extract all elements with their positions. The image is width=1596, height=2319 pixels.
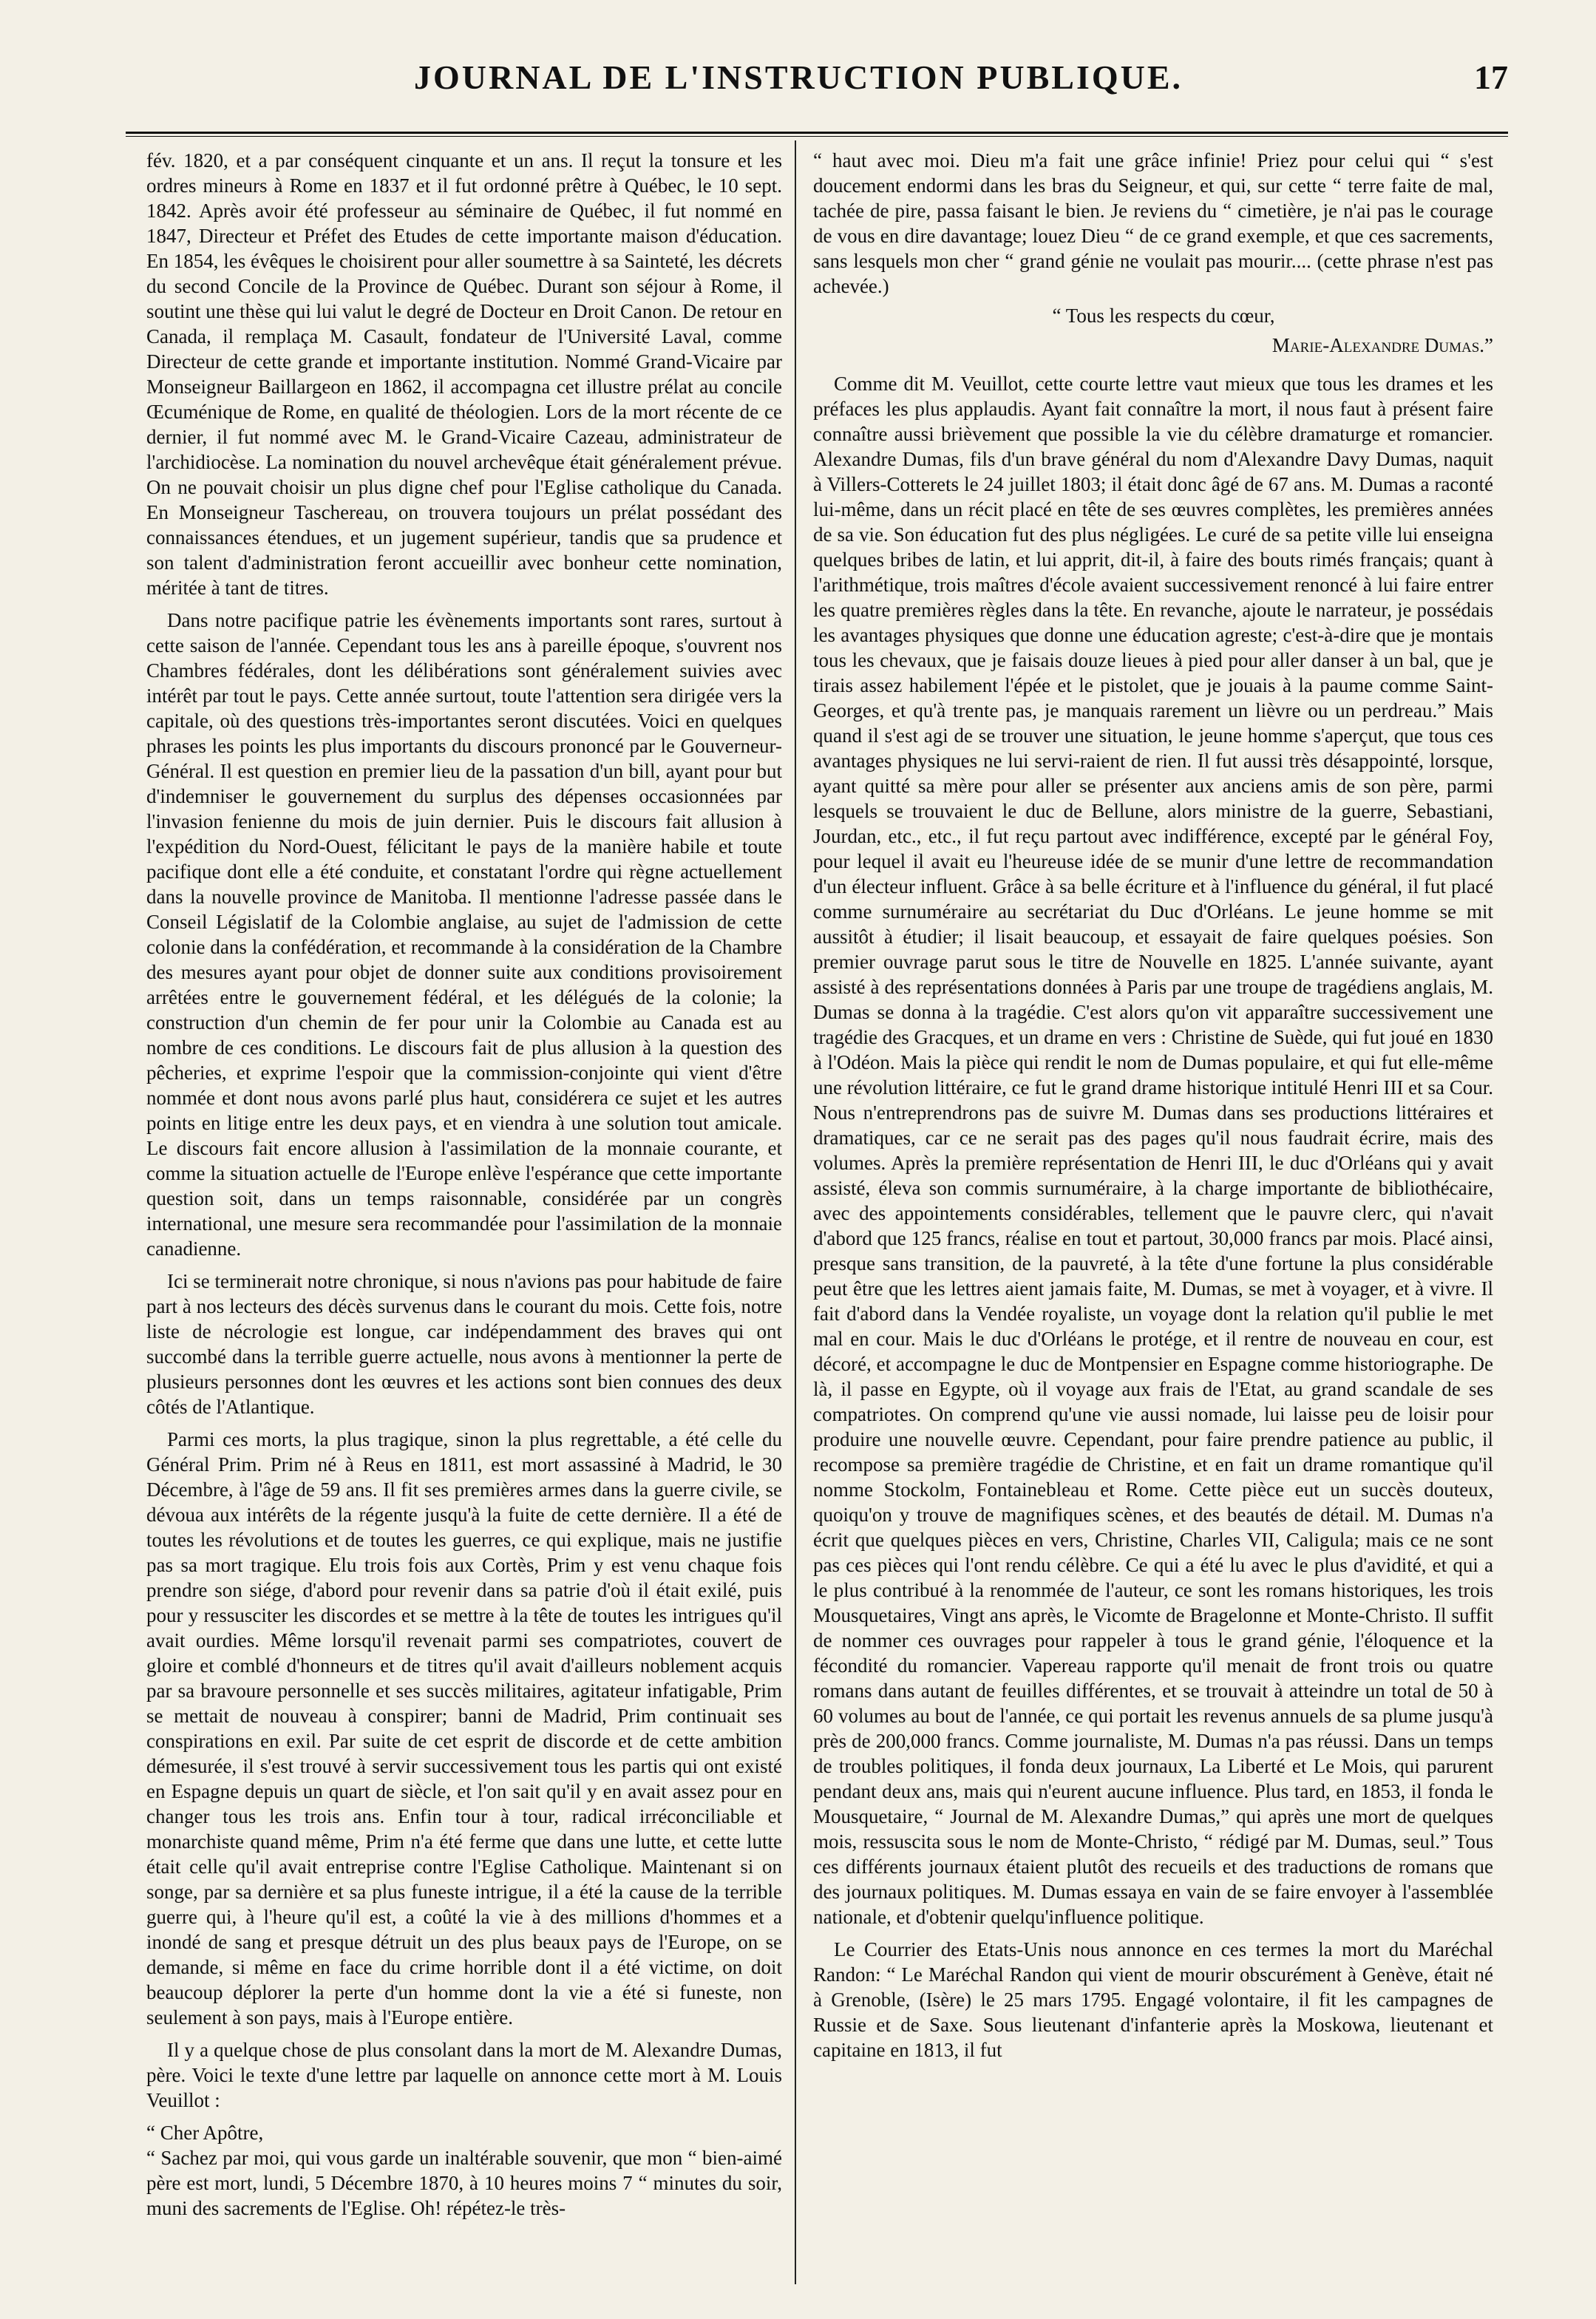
journal-title: JOURNAL DE L'INSTRUCTION PUBLIQUE. bbox=[413, 58, 1184, 96]
letter-closing: “ Tous les respects du cœur, bbox=[1052, 305, 1275, 327]
header-rule-thin bbox=[126, 136, 1508, 137]
paragraph-prim: Parmi ces morts, la plus tragique, sinon la plus regrettable, a été celle du Général Prim. Prim né à Reus en 1811, est mort assassiné à Madrid, le 30 Décembre, à l'âge de 59 ans. Il fit ses premières armes dans la guerre civile, se dévoua aux intérêts de la régente jusqu'à la fuite de cette dernière. Il a été de toutes les révolutions et de toutes les guerres, ce qui explique, mais ne justifie pas sa mort tragique. Elu trois fois aux Cortès, Prim y est venu chaque fois prendre son siége, d'abord pour revenir dans sa patrie d'où il était exilé, puis pour y ressusciter les discordes et se mettre à la tête de toutes les intrigues qu'il avait ourdies. Même lorsqu'il revenait parmi ses compatriotes, couvert de gloire et comblé d'honneurs et de titres qu'il avait d'ailleurs noblement acquis par sa bravoure personnelle et ses succès militaires, agitateur infatigable, Prim se mettait de nouveau à conspirer; banni de Madrid, Prim continuait ses conspirations en exil. Par suite de cet esprit de discorde et de cette ambition démesurée, il s'est trouvé à servir successivement tous les partis qui ont existé en Espagne depuis un quart de siècle, et l'on sait qu'il y en avait assez pour en changer tous les trois ans. Enfin tour à tour, radical irréconciliable et monarchiste quand même, Prim n'a été ferme que dans une lutte, et cette lutte était celle qu'il avait entreprise contre l'Eglise Catholique. Maintenant si on songe, par sa dernière et sa plus funeste intrigue, il a été la cause de la terrible guerre qui, à l'heure qu'il est, a coûté la vie à des millions d'hommes et a inondé de sang et presque détruit un des plus beaux pays de l'Europe, on se demande, si même en face du crime horrible dont il a été victime, on doit beaucoup déplorer la perte d'un homme dont la vie a été si funeste, non seulement à son pays, mais à l'Europe entière. bbox=[146, 1428, 782, 2028]
paragraph-taschereau: fév. 1820, et a par conséquent cinquante et un ans. Il reçut la tonsure et les ordres mineurs à Rome en 1837 et il fut ordonné prêtre à Québec, le 10 sept. 1842. Après avoir été professeur au séminaire de Québec, il fut nommé en 1847, Directeur et Préfet des Etudes de cette importante maison d'éducation. En 1854, les évêques le choisirent pour aller soumettre à sa Sainteté, les décrets du second Concile de la Province de Québec. Durant son séjour à Rome, il soutint une thèse qui lui valut le degré de Docteur en Droit Canon. De retour en Canada, il remplaça M. Casault, fondateur de l'Université Laval, comme Directeur de cette grande et importante institution. Nommé Grand-Vicaire par Monseigneur Baillargeon en 1862, il accompagna cet illustre prélat au concile Œcuménique de Rome, en qualité de théologien. Lors de la mort récente de ce dernier, il fut nommé avec M. le Grand-Vicaire Cazeau, administrateur de l'archidiocèse. La nomination du nouvel archevêque était généralement prévue. On ne pouvait choisir un plus digne chef pour l'Eglise catholique du Canada. En Monseigneur Taschereau, on trouvera toujours un prélat possédant des connaissances étendues, et un jugement supérieur, tandis que sa prudence et son talent d'administration feront accueillir avec bonheur cette nomination, méritée à tant de titres. bbox=[146, 149, 782, 599]
letter-start: “ Sachez par moi, qui vous garde un inaltérable souvenir, que mon “ bien-aimé père est mort, lundi, 5 Décembre 1870, à 10 heures moins 7 “ minutes du soir, muni des sacrements de l'Eglise. Oh! répétez-le très- bbox=[146, 2147, 782, 2219]
letter-end: “ haut avec moi. Dieu m'a fait une grâce infinie! Priez pour celui qui “ s'est doucement endormi dans les bras du Seigneur, et qui, sur cette “ terre faite de mal, tachée de pire, passa faisant le bien. Je reviens du “ cimetière, je n'ai pas le courage de vous en dire davantage; louez Dieu “ de ce grand exemple, et que ces sacrements, sans lesquels mon cher “ grand génie ne voulait pas mourir.... (cette phrase n'est pas achevée.) bbox=[813, 149, 1493, 297]
letter-signature: Marie-Alexandre Dumas.” bbox=[1271, 334, 1493, 356]
paragraph-dumas-life: Comme dit M. Veuillot, cette courte lettre vaut mieux que tous les drames et les préfaces les plus applaudis. Ayant fait connaître la mort, il nous faut à présent faire connaître aussi brièvement que possible la vie du célèbre dramaturge et romancier. Alexandre Dumas, fils d'un brave général du nom d'Alexandre Davy Dumas, naquit à Villers-Cotterets le 24 juillet 1803; il était donc âgé de 67 ans. M. Dumas a raconté lui-même, dans un récit placé en tête de ses œuvres complètes, les premières années de sa vie. Son éducation fut des plus négligées. Le curé de sa petite ville lui enseigna quelques bribes de latin, et lui apprit, dit-il, à faire des bouts rimés français; quant à l'arithmétique, trois maîtres d'école avaient successivement renoncé à lui faire entrer les quatre premières règles dans la tête. En revanche, ajoute le narrateur, je possédais les avantages physiques que donne une éducation agreste; c'est-à-dire que je montais tous les chevaux, que je faisais douze lieues à pied pour aller danser à un bal, que je tirais assez habilement l'épée et le pistolet, que je jouais à la paume comme Saint-Georges, et qu'à trente pas, je manquais rarement un lièvre ou un perdreau.” Mais quand il s'est agi de se trouver une situation, le jeune homme s'aperçut, que tous ces avantages physiques ne lui servi-raient de rien. Il fut aussi très désappointé, lorsque, ayant quitté sa mère pour aller se présenter aux anciens amis de son père, parmi lesquels se trouvaient le duc de Bellune, alors ministre de la guerre, Sebastiani, Jourdan, etc., etc., il fut reçu partout avec indifférence, excepté par le général Foy, pour lequel il avait eu l'heureuse idée de se munir d'une lettre de recommandation d'un électeur influent. Grâce à sa belle écriture et à l'influence du général, il fut placé comme surnuméraire au secrétariat du Duc d'Orléans. Le jeune homme se mit aussitôt à étudier; il lisait beaucoup, et essayait de faire quelques poésies. Son premier ouvrage parut sous le titre de Nouvelle en 1825. L'année suivante, ayant assisté à des représentations données à Paris par une troupe de tragédiens anglais, M. Dumas se donna à la tragédie. C'est alors qu'on vit apparaître successivement une tragédie des Gracques, et un drame en vers : Christine de Suède, qui fut joué en 1830 à l'Odéon. Mais la pièce qui rendit le nom de Dumas populaire, et qui fut elle-même une révolution littéraire, ce fut le grand drame historique intitulé Henri III et sa Cour. Nous n'entreprendrons pas de suivre M. Dumas dans ses productions littéraires et dramatiques, car ce ne serait pas des pages qu'il nous faudrait écrire, mais des volumes. Après la première représentation de Henri III, le duc d'Orléans qui y avait assisté, éleva son commis surnuméraire, à la charge importante de bibliothécaire, avec des appointements considérables, tellement que le pauvre clerc, qui n'avait d'abord que 125 francs, réalise en tout et partout, 30,000 francs par mois. Placé ainsi, presque sans transition, de la pauvreté, à la tête d'une fortune la plus considérable peut être que les lettres aient jamais faite, M. Dumas, se met à voyager, et à vivre. Il fait d'abord dans la Vendée royaliste, un voyage dont la relation qu'il publie le met mal en cour. Mais le duc d'Orléans le protége, et il rentre de nouveau en cour, est décoré, et accompagne le duc de Montpensier en Espagne comme historiographe. De là, il passe en Egypte, où il voyage aux frais de l'Etat, au grand scandale de ses compatriotes. On comprend qu'une vie aussi nomade, lui laisse peu de loisir pour produire une nouvelle œuvre. Cependant, pour faire prendre patience au public, il recompose sa première tragédie de Christine, et en fait un drame romantique qu'il nomme Stockolm, Fontainebleau et Rome. Cette pièce eut un succès douteux, quoiqu'on y trouve de magnifiques scènes, et des beautés de détail. M. Dumas n'a écrit que quelques pièces en vers, Christine, Charles VII, Caligula; mais ce ne sont pas ces pièces qui l'ont rendu célèbre. Ce qui a été lu avec le plus d'avidité, et qui a le plus contribué à la renommée de l'auteur, ce sont les romans historiques, les trois Mousquetaires, Vingt ans après, le Vicomte de Bragelonne et Monte-Christo. Il suffit de nommer ces ouvrages pour rappeler à tous le grand génie, l'éloquence et la fécondité du romancier. Vapereau rapporte qu'il menait de front trois ou quatre romans dans autant de feuilles différentes, et se trouvait à atteindre un total de 50 à 60 volumes au bout de l'année, ce qui portait les revenus annuels de sa plume jusqu'à près de 200,000 francs. Comme journaliste, M. Dumas n'a pas réussi. Dans un temps de troubles politiques, il fonda deux journaux, La Liberté et Le Mois, qui parurent pendant deux ans, mais qui n'eurent aucune influence. Plus tard, en 1853, il fonda le Mousquetaire, “ Journal de M. Alexandre Dumas,” qui après une mort de quelques mois, ressuscita sous le nom de Monte-Christo, “ rédigé par M. Dumas, seul.” Tous ces différents journaux étaient plutôt des recueils et des traductions de romans que des journaux politiques. M. Dumas essaya en vain de se faire envoyer à l'assemblée nationale, et d'obtenir quelqu'influence politique. bbox=[813, 373, 1493, 1928]
column-divider bbox=[795, 140, 796, 2284]
paragraph-dumas-intro: Il y a quelque chose de plus consolant dans la mort de M. Alexandre Dumas, père. Voici le texte d'une lettre par laquelle on annonce cette mort à M. Louis Veuillot : bbox=[146, 2039, 782, 2111]
letter-salutation: “ Cher Apôtre, bbox=[146, 2122, 264, 2144]
page-header bbox=[89, 58, 1508, 117]
paragraph-randon: Le Courrier des Etats-Unis nous annonce en ces termes la mort du Maréchal Randon: “ Le Maréchal Randon qui vient de mourir obscurément à Genève, était né à Grenoble, (Isère) le 25 mars 1795. Engagé volontaire, il fit les campagnes de Russie et de Saxe. Sous lieutenant d'infanterie après la Moskowa, lieutenant et capitaine en 1813, il fut bbox=[813, 1938, 1493, 2061]
paragraph-necrology: Ici se terminerait notre chronique, si nous n'avions pas pour habitude de faire part à nos lecteurs des décès survenus dans le courant du mois. Cette fois, notre liste de nécrologie est longue, car indépendamment des braves qui ont succombé dans la terrible guerre actuelle, nous avons à mentionner la perte de plusieurs personnes dont les œuvres et les actions sont bien connues des deux côtés de l'Atlantique. bbox=[146, 1270, 782, 1418]
paragraph-parliament: Dans notre pacifique patrie les évènements importants sont rares, surtout à cette saison de l'année. Cependant tous les ans à pareille époque, s'ouvrent nos Chambres fédérales, dont les délibérations sont généralement suivies avec intérêt par tout le pays. Cette année surtout, toute l'attention sera dirigée vers la capitale, où des questions très-importantes seront discutées. Voici en quelques phrases les points les plus importants du discours prononcé par le Gouverneur-Général. Il est question en premier lieu de la passation d'un bill, ayant pour but d'indemniser le gouvernement du surplus des dépenses occasionnées par l'invasion fenienne du mois de juin dernier. Puis le discours fait allusion à l'expédition du Nord-Ouest, félicitant le pays de la manière habile et toute pacifique dont elle a été conduite, et constatant l'ordre qui règne actuellement dans la nouvelle province de Manitoba. Il mentionne l'adresse passée dans le Conseil Législatif de la Colombie anglaise, au sujet de l'admission de cette colonie dans la confédération, et recommande à la considération de la Chambre des mesures ayant pour objet de donner suite aux conditions provisoirement arrêtées entre le gouvernement fédéral, et les délégués de la colonie; la construction d'un chemin de fer pour unir la Colombie au Canada est au nombre de ces conditions. Le discours fait de plus allusion à la question des pêcheries, et exprime l'espoir que la commission-conjointe qui vient d'être nommée et dont nous avons parlé plus haut, considérera ce sujet et les autres points en litige entre les deux pays, et en viendra à une solution tout amicale. Le discours fait encore allusion à l'assimilation de la monnaie courante, et comme la situation actuelle de l'Europe enlève l'espérance que cette importante question soit, dans un temps raisonnable, considérée par un congrès international, une mesure sera recommandée pour l'assimilation de la monnaie canadienne. bbox=[146, 609, 782, 1260]
page-number: 17 bbox=[1474, 58, 1508, 96]
header-rule bbox=[126, 132, 1508, 134]
left-column bbox=[146, 148, 782, 2284]
right-column bbox=[813, 148, 1493, 2284]
